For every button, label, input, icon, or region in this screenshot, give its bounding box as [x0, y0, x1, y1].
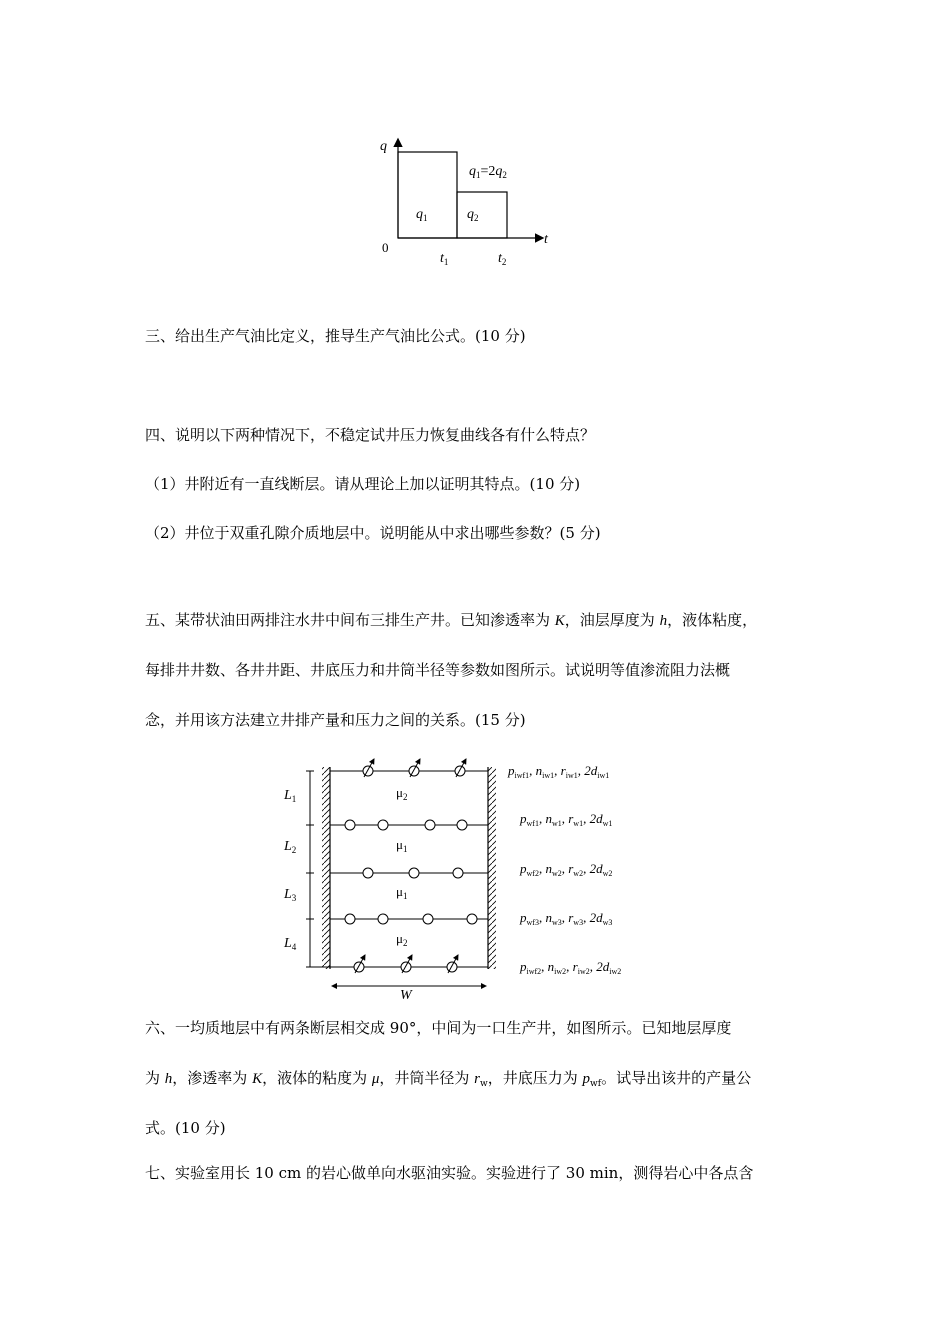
question-5-line-3: 念，并用该方法建立井排产量和压力之间的关系。(15 分) — [145, 711, 526, 729]
well-rows-diagram — [276, 755, 676, 1000]
viscosity-label: $\mu_1$ — [396, 837, 408, 854]
spacing-label-L1: $L_1$ — [284, 788, 297, 804]
production-well — [425, 820, 435, 830]
question-6-line-3: 式。(10 分) — [145, 1119, 226, 1137]
t1-label: $t_1$ — [440, 251, 449, 267]
spacing-label-L3: $L_3$ — [284, 887, 297, 903]
question-4: 四、说明以下两种情况下，不稳定试井压力恢复曲线各有什么特点？ — [145, 426, 596, 444]
production-well — [345, 914, 355, 924]
spacing-label-L2: $L_2$ — [284, 839, 297, 855]
injection-well — [354, 955, 365, 973]
production-well — [378, 914, 388, 924]
row-5-parameters: $p_{iwf2}$, $n_{iw2}$, $r_{iw2}$, $2d_{iw2}$ — [520, 959, 622, 976]
viscosity-label: $\mu_1$ — [396, 884, 408, 901]
injection-well — [455, 759, 466, 777]
production-well — [457, 820, 467, 830]
right-boundary — [488, 767, 496, 969]
origin-label: 0 — [382, 240, 389, 255]
injection-well — [401, 955, 412, 973]
row-1-parameters: $p_{iwf1}$, $n_{iw1}$, $r_{iw1}$, $2d_{iw1}$ — [508, 763, 610, 780]
question-4-part-2: （2）井位于双重孔隙介质地层中。说明能从中求出哪些参数？(5 分) — [145, 524, 601, 542]
question-5-line-2: 每排井井数、各井井距、井底压力和井筒半径等参数如图所示。试说明等值渗流阻力法概 — [145, 661, 731, 679]
viscosity-label: $\mu_2$ — [396, 785, 408, 802]
row-2-parameters: $p_{wf1}$, $n_{w1}$, $r_{w1}$, $2d_{w1}$ — [520, 811, 613, 828]
y-axis-label: q — [380, 139, 387, 154]
viscosity-label: $\mu_2$ — [396, 931, 408, 948]
q2-label: $q_2$ — [467, 207, 479, 223]
q1-box — [398, 152, 457, 238]
t2-label: $t_2$ — [498, 251, 507, 267]
spacing-label-L4: $L_4$ — [284, 936, 297, 952]
injection-well — [409, 759, 420, 777]
production-well — [423, 914, 433, 924]
x-axis-label: t — [544, 232, 548, 247]
question-5-line-1: 五、某带状油田两排注水井中间布三排生产井。已知渗透率为 K，油层厚度为 h，液体粘度， — [145, 611, 758, 629]
injection-well — [447, 955, 458, 973]
question-4-part-1: （1）井附近有一直线断层。请从理论上加以证明其特点。(10 分) — [145, 475, 581, 493]
production-well — [409, 868, 419, 878]
production-rate-figure — [370, 130, 570, 275]
production-well — [453, 868, 463, 878]
width-label: W — [400, 988, 412, 1000]
row-4-parameters: $p_{wf3}$, $n_{w3}$, $r_{w3}$, $2d_{w3}$ — [520, 910, 613, 927]
q2-box — [457, 192, 507, 238]
row-3-parameters: $p_{wf2}$, $n_{w2}$, $r_{w2}$, $2d_{w2}$ — [520, 861, 613, 878]
production-well — [467, 914, 477, 924]
question-6-line-2: 为 h，渗透率为 K，液体的粘度为 μ，井筒半径为 $r_w$，井底压力为 $p_{wf}$。试导出该井的产量公 — [145, 1069, 752, 1089]
question-6-line-1: 六、一均质地层中有两条断层相交成 90°，中间为一口生产井，如图所示。已知地层厚度 — [145, 1019, 732, 1037]
production-well — [345, 820, 355, 830]
production-well — [378, 820, 388, 830]
production-well — [363, 868, 373, 878]
q1-label: $q_1$ — [416, 207, 428, 223]
relation-label: $q_1=2q_2$ — [469, 164, 507, 180]
injection-well — [363, 759, 374, 777]
question-7: 七、实验室用长 10 cm 的岩心做单向水驱油实验。实验进行了 30 min，测得岩心中各点含 — [145, 1164, 754, 1182]
left-boundary — [322, 767, 330, 969]
question-3: 三、给出生产气油比定义，推导生产气油比公式。(10 分) — [145, 327, 526, 345]
